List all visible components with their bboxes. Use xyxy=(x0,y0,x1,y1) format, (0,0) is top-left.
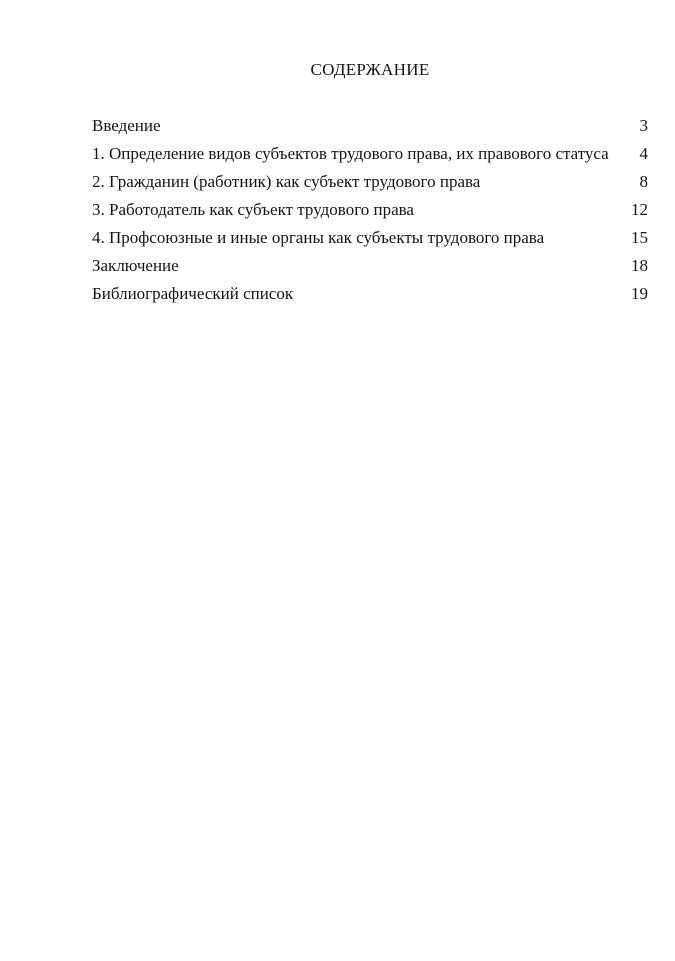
toc-entry-page-number: 12 xyxy=(631,200,648,219)
toc-entry-label: Заключение xyxy=(92,256,179,275)
toc-entry-label: Библиографический список xyxy=(92,284,294,303)
toc-entry-page-number: 15 xyxy=(631,228,648,247)
toc-entry-page-number: 19 xyxy=(631,284,648,303)
toc-entry xyxy=(92,252,648,280)
toc-entry xyxy=(92,140,648,168)
toc-list xyxy=(92,112,648,308)
toc-entry xyxy=(92,280,648,308)
toc-entry-page-number: 18 xyxy=(631,256,648,275)
toc-entry xyxy=(92,168,648,196)
page-title: СОДЕРЖАНИЕ xyxy=(310,60,430,79)
toc-entry xyxy=(92,196,648,224)
toc-entry-page-number: 4 xyxy=(639,144,648,163)
toc-entry xyxy=(92,112,648,140)
toc-entry-label: Введение xyxy=(92,116,161,135)
toc-entry-page-number: 3 xyxy=(639,116,648,135)
toc-entry-label: 3. Работодатель как субъект трудового права xyxy=(92,200,414,219)
toc-entry-label: 2. Гражданин (работник) как субъект трудового права xyxy=(92,172,481,191)
toc-entry xyxy=(92,224,648,252)
toc-entry-label: 4. Профсоюзные и иные органы как субъекты трудового права xyxy=(92,228,545,247)
toc-entry-page-number: 8 xyxy=(639,172,648,191)
toc-entry-label: 1. Определение видов субъектов трудового права, их правового статуса xyxy=(92,144,609,163)
